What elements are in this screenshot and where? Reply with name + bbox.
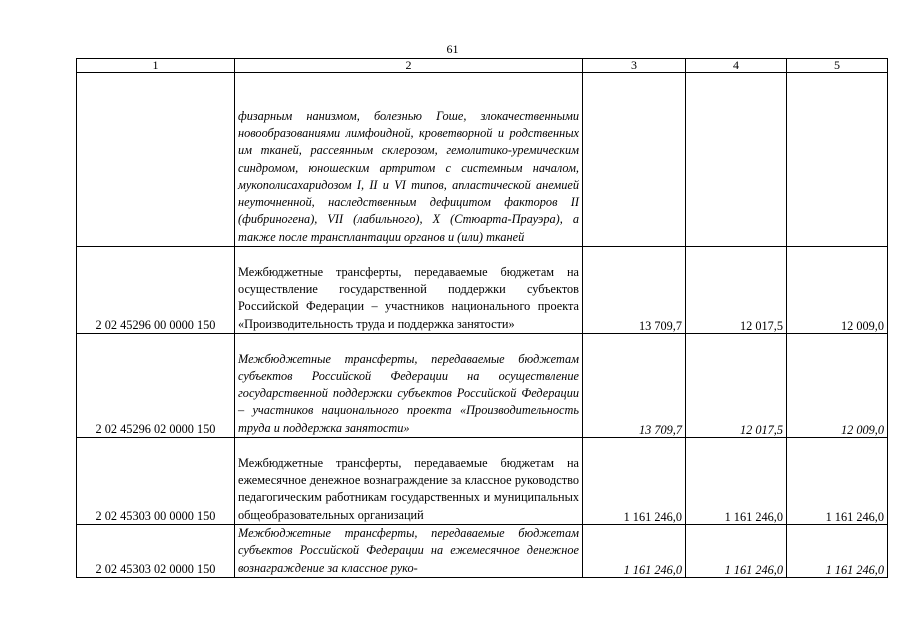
budget-code-cell: 2 02 45303 00 0000 150 xyxy=(77,438,235,525)
description-cell: Межбюджетные трансферты, передаваемые бюджетам субъектов Российской Федерации на ежемесячное денежное вознаграждение за классное руко- xyxy=(235,525,583,578)
value-cell-col5: 12 009,0 xyxy=(787,247,888,334)
budget-code-cell: 2 02 45296 02 0000 150 xyxy=(77,334,235,438)
description-cell: Межбюджетные трансферты, передаваемые бюджетам субъектов Российской Федерации на осуществление государственной поддержки субъектов Российской Федерации – участников национального проекта «Производительность труда и поддержка занятости» xyxy=(235,334,583,438)
budget-code-cell xyxy=(77,73,235,247)
value-cell-col5: 12 009,0 xyxy=(787,334,888,438)
value-cell-col5: 1 161 246,0 xyxy=(787,438,888,525)
budget-table xyxy=(76,58,888,578)
value-cell-col3: 1 161 246,0 xyxy=(583,438,686,525)
table-row xyxy=(77,525,888,578)
table-row xyxy=(77,73,888,247)
column-header-4: 4 xyxy=(686,59,787,73)
description-cell: физарным нанизмом, болезнью Гоше, злокачественными новообразованиями лимфоидной, кроветворной и родственных им тканей, рассеянным склерозом, гемолитико-уремическим синдромом, юношеским артритом с системным началом, мукополисахаридозом I, II и VI типов, апластической анемией неуточненной, наследственным дефицитом факторов II (фибриногена), VII (лабильного), X (Стюарта-Прауэра), а также после трансплантации органов и (или) тканей xyxy=(235,73,583,247)
value-cell-col5: 1 161 246,0 xyxy=(787,525,888,578)
column-header-2: 2 xyxy=(235,59,583,73)
value-cell-col3: 1 161 246,0 xyxy=(583,525,686,578)
value-cell-col5 xyxy=(787,73,888,247)
column-header-3: 3 xyxy=(583,59,686,73)
value-cell-col3: 13 709,7 xyxy=(583,247,686,334)
table-row xyxy=(77,247,888,334)
budget-code-cell: 2 02 45296 00 0000 150 xyxy=(77,247,235,334)
table-row xyxy=(77,438,888,525)
budget-code-cell: 2 02 45303 02 0000 150 xyxy=(77,525,235,578)
value-cell-col4: 12 017,5 xyxy=(686,247,787,334)
column-number-row xyxy=(77,59,888,73)
value-cell-col4 xyxy=(686,73,787,247)
page-number: 61 xyxy=(446,42,459,56)
value-cell-col4: 1 161 246,0 xyxy=(686,438,787,525)
value-cell-col4: 1 161 246,0 xyxy=(686,525,787,578)
value-cell-col3 xyxy=(583,73,686,247)
column-header-5: 5 xyxy=(787,59,888,73)
table-row xyxy=(77,334,888,438)
description-cell: Межбюджетные трансферты, передаваемые бюджетам на осуществление государственной поддержки субъектов Российской Федерации – участников национального проекта «Производительность труда и поддержка занятости» xyxy=(235,247,583,334)
value-cell-col4: 12 017,5 xyxy=(686,334,787,438)
description-cell: Межбюджетные трансферты, передаваемые бюджетам на ежемесячное денежное вознаграждение за классное руководство педагогическим работникам государственных и муниципальных общеобразовательных организаций xyxy=(235,438,583,525)
value-cell-col3: 13 709,7 xyxy=(583,334,686,438)
column-header-1: 1 xyxy=(77,59,235,73)
